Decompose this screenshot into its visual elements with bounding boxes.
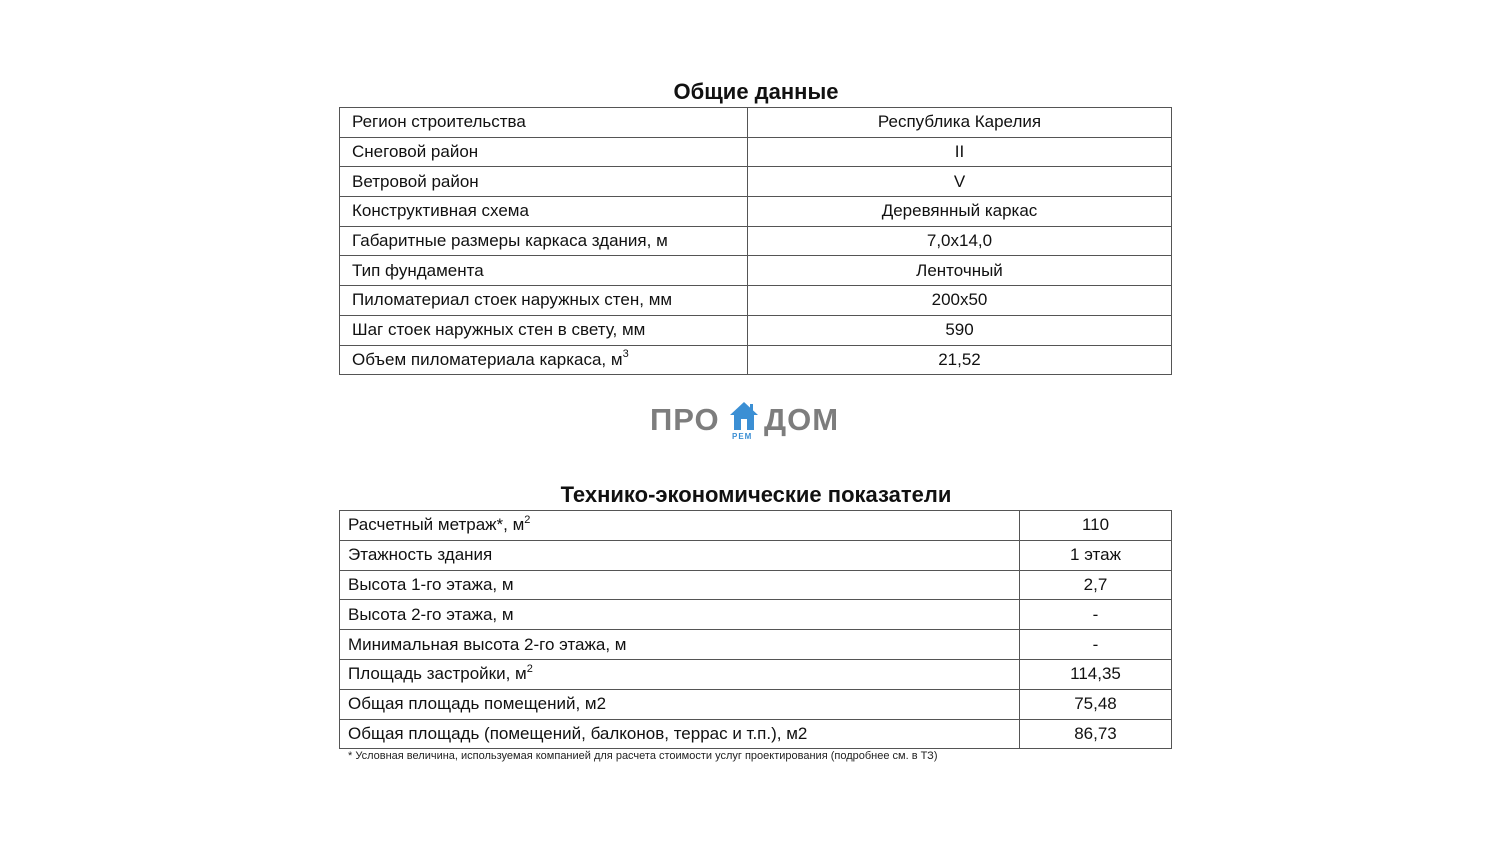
row-label: Высота 2-го этажа, м — [340, 600, 1020, 630]
row-value: 110 — [1020, 511, 1172, 541]
row-value: Республика Карелия — [748, 108, 1172, 138]
table-row — [340, 286, 1172, 316]
row-label: Общая площадь (помещений, балконов, террас и т.п.), м2 — [340, 719, 1020, 749]
table-row — [340, 315, 1172, 345]
row-value: - — [1020, 600, 1172, 630]
table-row — [340, 197, 1172, 227]
table-row — [340, 719, 1172, 749]
row-value: 200х50 — [748, 286, 1172, 316]
table-row — [340, 540, 1172, 570]
row-label: Пиломатериал стоек наружных стен, мм — [340, 286, 748, 316]
row-value: 7,0х14,0 — [748, 226, 1172, 256]
table-row — [340, 345, 1172, 375]
table-row — [340, 226, 1172, 256]
table-row — [340, 659, 1172, 689]
row-value: II — [748, 137, 1172, 167]
row-value: 590 — [748, 315, 1172, 345]
row-value: 114,35 — [1020, 659, 1172, 689]
row-label: Габаритные размеры каркаса здания, м — [340, 226, 748, 256]
row-value: V — [748, 167, 1172, 197]
row-value: 2,7 — [1020, 570, 1172, 600]
table-row — [340, 600, 1172, 630]
row-label: Высота 1-го этажа, м — [340, 570, 1020, 600]
logo-subtext: РЕМ — [732, 432, 753, 441]
table-row — [340, 511, 1172, 541]
table-row — [340, 108, 1172, 138]
row-label: Ветровой район — [340, 167, 748, 197]
row-label: Этажность здания — [340, 540, 1020, 570]
row-label: Шаг стоек наружных стен в свету, мм — [340, 315, 748, 345]
row-value: 21,52 — [748, 345, 1172, 375]
tech-indicators-rows — [340, 511, 1172, 749]
table-row — [340, 256, 1172, 286]
row-label: Регион строительства — [340, 108, 748, 138]
table-row — [340, 570, 1172, 600]
row-label: Конструктивная схема — [340, 197, 748, 227]
row-label: Минимальная высота 2-го этажа, м — [340, 630, 1020, 660]
general-data-table — [339, 107, 1172, 375]
row-label: Общая площадь помещений, м2 — [340, 689, 1020, 719]
footnote: * Условная величина, используемая компанией для расчета стоимости услуг проектирования (подробнее см. в ТЗ) — [348, 750, 938, 762]
row-value: - — [1020, 630, 1172, 660]
table-row — [340, 167, 1172, 197]
logo-word-left: ПРО — [650, 402, 720, 437]
table-row — [340, 689, 1172, 719]
tech-indicators-table — [339, 510, 1172, 749]
house-icon — [728, 400, 760, 434]
row-value: 1 этаж — [1020, 540, 1172, 570]
row-label: Расчетный метраж*, $м^2$ — [340, 511, 1020, 541]
table-row — [340, 137, 1172, 167]
row-value: 75,48 — [1020, 689, 1172, 719]
row-label: Площадь застройки, $м^2$ — [340, 659, 1020, 689]
row-label: Снеговой район — [340, 137, 748, 167]
tech-indicators-title: Технико-экономические показатели — [560, 482, 952, 507]
row-value: Ленточный — [748, 256, 1172, 286]
table-row — [340, 630, 1172, 660]
row-value: 86,73 — [1020, 719, 1172, 749]
row-value: Деревянный каркас — [748, 197, 1172, 227]
row-label: Объем пиломатериала каркаса, $м^3$ — [340, 345, 748, 375]
row-label: Тип фундамента — [340, 256, 748, 286]
general-data-title: Общие данные — [673, 79, 839, 104]
general-data-rows — [340, 108, 1172, 375]
prodom-logo — [650, 400, 850, 444]
logo-word-right: ДОМ — [764, 402, 840, 437]
